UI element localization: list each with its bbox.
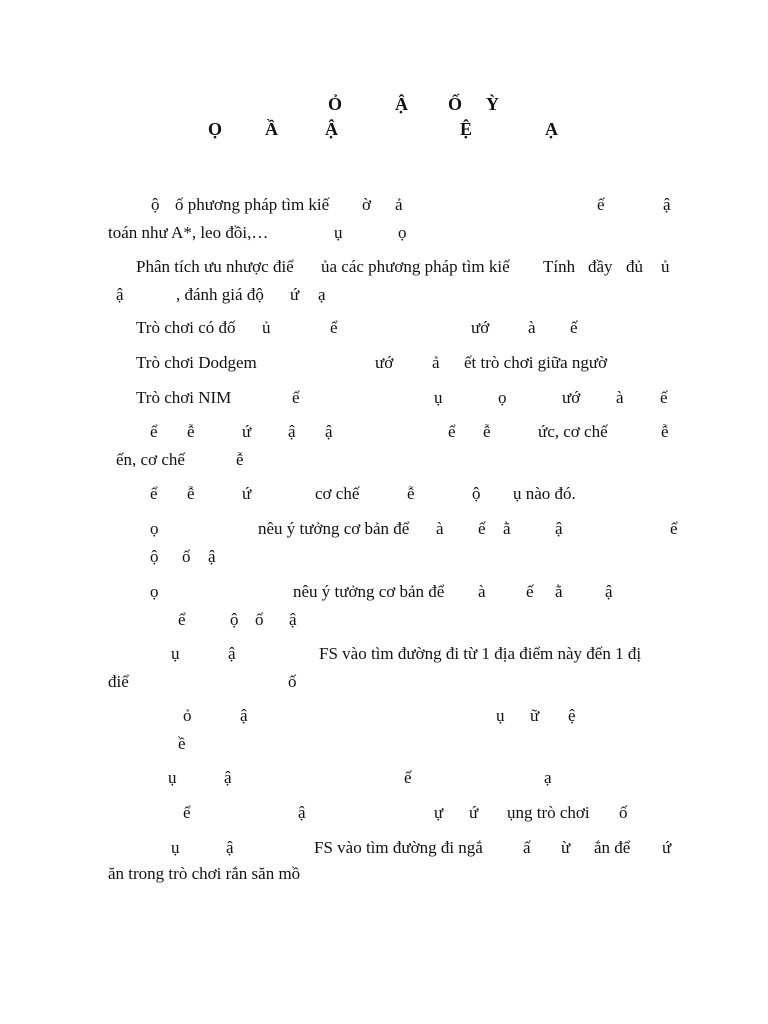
title-fragment: Ệ [460,119,473,139]
text-fragment: ụ [334,223,343,242]
text-fragment: đủ [626,257,643,276]
text-fragment: ậ [605,582,613,601]
title-fragment: Ố [448,94,463,114]
text-fragment: ễ [483,422,491,441]
text-fragment: Trò chơi NIM [136,388,232,407]
text-fragment: à [616,388,624,407]
text-fragment: ả [432,353,440,372]
text-fragment: Trò chơi có đố [136,318,236,337]
text-fragment: ụ [168,768,177,787]
text-fragment: ậ [298,803,306,822]
text-fragment: ễ [661,422,669,441]
text-fragment: ễ [407,484,415,503]
text-fragment: ọ [150,582,159,601]
text-fragment: ả [395,195,403,214]
text-fragment: ề [178,734,186,753]
text-fragment: ứ [290,285,300,304]
text-fragment: ậ [208,547,216,566]
text-fragment: đầy [588,257,613,276]
text-fragment: ứ [242,422,252,441]
text-fragment: ể [670,519,678,538]
text-fragment: ứ [662,838,672,857]
text-fragment: ụng trò chơi [507,803,590,822]
text-fragment: ậ [224,768,232,787]
text-fragment: ủ [262,318,271,337]
text-fragment: ể [292,388,300,407]
title-fragment: Ầ [265,119,278,139]
text-fragment: , đánh giá độ [176,285,264,304]
text-fragment: ậ [226,838,234,857]
text-fragment: ụ [171,644,180,663]
text-fragment: ể [150,484,158,503]
text-fragment: à [436,519,444,538]
text-fragment: ướ [375,353,394,372]
text-fragment: ụ [496,706,505,725]
text-fragment: ậ [555,519,563,538]
text-fragment: ến, cơ chế [116,450,185,469]
text-fragment: ỏ [183,706,192,725]
text-fragment: ọ [498,388,507,407]
text-fragment: ể [178,610,186,629]
text-fragment: ế [597,195,605,214]
text-fragment: ộ [230,610,239,629]
text-fragment: Tính [543,257,576,276]
text-fragment: ậ [228,644,236,663]
text-fragment: ậ [240,706,248,725]
text-fragment: ạ [318,285,326,304]
text-fragment: ướ [562,388,581,407]
text-fragment: ố phương pháp tìm kiế [175,195,330,214]
text-fragment: ụ [434,388,443,407]
text-fragment: cơ chế [315,484,360,503]
text-fragment: FS vào tìm đường đi ngắ [314,838,483,857]
text-fragment: ụ nào đó. [513,484,576,503]
text-fragment: ệ [568,706,576,725]
text-fragment: ế [660,388,668,407]
text-fragment: ọ [398,223,407,242]
text-fragment: ứ [469,803,479,822]
text-fragment: ể [183,803,191,822]
title-fragment: Ỏ [328,94,343,114]
text-fragment: ết trò chơi giữa ngườ [464,353,608,372]
text-fragment: ừ [561,838,571,857]
text-fragment: ộ [150,547,159,566]
text-fragment: ậ [289,610,297,629]
text-fragment: ễ [187,422,195,441]
title-fragment: Ọ [208,119,223,139]
text-fragment: ế [570,318,578,337]
text-fragment: ọ [150,519,159,538]
text-fragment: điể [108,672,129,691]
text-fragment: ố [619,803,628,822]
text-fragment: ể [448,422,456,441]
text-fragment: ữ [530,706,540,725]
text-fragment: Trò chơi Dodgem [136,353,257,372]
text-fragment: à [478,582,486,601]
text-fragment: à [528,318,536,337]
text-fragment: ậ [288,422,296,441]
title-fragment: Ậ [325,119,338,139]
text-fragment: nêu ý tưởng cơ bản để [293,582,445,601]
text-fragment: ấ [523,838,531,857]
text-fragment: ằ [555,582,563,601]
text-fragment: ễ [187,484,195,503]
text-fragment: ậ [663,195,671,214]
text-fragment: ự [434,803,444,822]
text-fragment: ụ [171,838,180,857]
title-fragment: Ạ [545,119,558,139]
text-fragment: ủa các phương pháp tìm kiế [321,257,510,276]
text-fragment: ăn trong trò chơi rắn săn mồ [108,864,301,883]
text-fragment: ộ [151,195,160,214]
text-fragment: ắn để [594,838,631,857]
text-fragment: ố [255,610,264,629]
title-fragment: Ậ [395,94,408,114]
text-fragment: Phân tích ưu nhược điể [136,257,294,276]
text-fragment: ằ [503,519,511,538]
text-fragment: ạ [544,768,552,787]
text-fragment: ậ [325,422,333,441]
text-fragment: ứ [242,484,252,503]
text-fragment: ễ [236,450,244,469]
text-fragment: ức, cơ chế [538,422,608,441]
text-fragment: ờ [362,195,371,214]
text-fragment: ướ [471,318,490,337]
text-fragment: ế [526,582,534,601]
text-fragment: FS vào tìm đường đi từ 1 địa điểm này đến 1 đị [319,644,642,663]
title-fragment: Ỳ [486,94,499,114]
text-fragment: ế [478,519,486,538]
text-fragment: ậ [116,285,124,304]
text-fragment: toán như A*, leo đồi,… [108,223,269,242]
text-fragment: ể [150,422,158,441]
text-fragment: ố [182,547,191,566]
text-fragment: ế [404,768,412,787]
text-fragment: nêu ý tưởng cơ bản để [258,519,410,538]
text-fragment: ủ [661,257,670,276]
text-fragment: ộ [472,484,481,503]
text-fragment: ố [288,672,297,691]
text-fragment: ể [330,318,338,337]
